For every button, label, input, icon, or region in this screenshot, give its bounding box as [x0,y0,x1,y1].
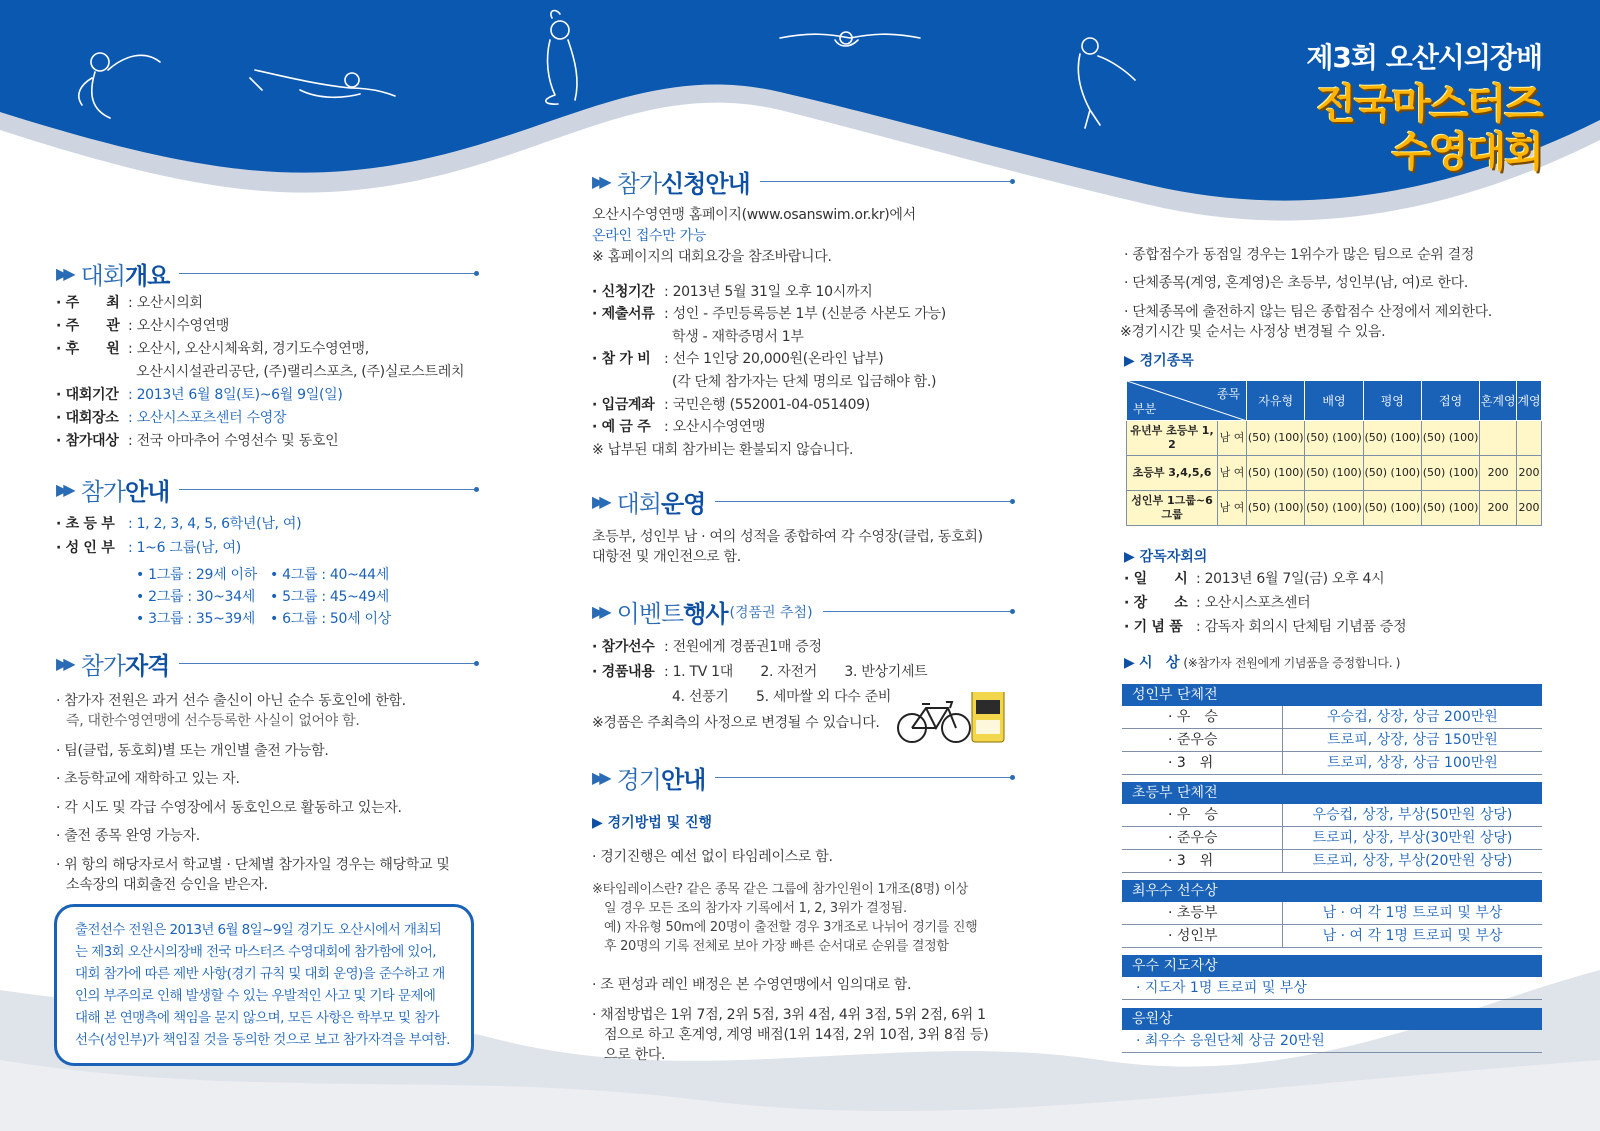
cheer-award-bar: 응원상 [1122,1008,1542,1030]
qualification-item: · 초등학교에 재학하고 있는 자. [56,771,240,787]
rule-line: · 종합점수가 동점일 경우는 1위수가 많은 팀으로 순위 결정 [1124,247,1475,263]
event-row: · 경품내용 : 1. TV 1대 2. 자전거 3. 반상기세트 [592,664,928,680]
operation-text: 초등부, 성인부 남 · 여의 성적을 종합하여 각 수영장(클럽, 동호회) [592,529,983,545]
rule-line: · 단체종목(계영, 혼계영)은 초등부, 성인부(남, 여)로 한다. [1124,275,1469,291]
table-header: 자유형 [1247,381,1305,421]
age-group: • 4그룹 : 40~44세 [270,567,389,583]
adult-division: · 성 인 부 : 1~6 그룹(남, 여) [56,540,241,556]
double-arrow-icon: ▶▶ [56,264,71,283]
table-header: 혼계영 [1480,381,1517,421]
qualification-item: · 각 시도 및 각급 수영장에서 동호인으로 활동하고 있는자. [56,800,402,816]
brochure-title [1306,36,1542,176]
overview-row: · 참가대상 : 전국 아마추어 수영선수 및 동호인 [56,433,339,449]
overview-row: · 주 최 : 오산시의회 [56,295,203,311]
coach-meeting-row: · 장 소 : 오산시스포츠센터 [1124,595,1311,611]
lane-assignment: · 조 편성과 레인 배정은 본 수영연맹에서 임의대로 함. [592,977,912,993]
qualification-item: 즉, 대한수영연맹에 선수등록한 사실이 없어야 함. [66,713,360,729]
best-player-bar: 최우수 선수상 [1122,880,1542,902]
application-website: 오산시수영연맹 홈페이지(www.osanswim.or.kr)에서 [592,207,916,223]
table-header: 평영 [1363,381,1421,421]
application-row: 학생 - 재학증명서 1부 [672,329,804,345]
rule-line: ※경기시간 및 순서는 사정상 변경될 수 있음. [1120,324,1386,340]
title-line-3: 수영대회 [1391,128,1542,176]
events-table-head: ▶ 경기종목 [1124,353,1194,369]
coach-award-bar: 우수 지도자상 [1122,955,1542,977]
scoring-method: · 채점방법은 1위 7점, 2위 5점, 3위 4점, 4위 3점, 5위 2점, 6위 1 [592,1007,986,1023]
overview-row: · 주 관 : 오산시수영연맹 [56,318,230,334]
coach-meeting-row: · 일 시 : 2013년 6월 7일(금) 오후 4시 [1124,571,1385,587]
overview-row: · 후 원 : 오산시, 오산시체육회, 경기도수영연맹, [56,341,369,357]
application-row: · 참 가 비 : 선수 1인당 20,000원(온라인 납부) [592,351,884,367]
rule-line: · 단체종목에 출전하지 않는 팀은 종합점수 산정에서 제외한다. [1124,304,1492,320]
division-cell: 성인부 1그룹~6그룹 남 여 [1127,491,1247,526]
age-group: • 2그룹 : 30~34세 [136,589,255,605]
qualification-item: · 참가자 전원은 과거 선수 출신이 아닌 순수 동호인에 한함. [56,693,406,709]
prize-change-note: ※경품은 주최측의 사정으로 변경될 수 있습니다. [592,715,880,731]
application-row: · 신청기간 : 2013년 5월 31일 오후 10시까지 [592,284,873,300]
section-qualification-head: ▶▶ 참가 자격 [56,646,476,681]
section-match-head: ▶▶ 경기 안내 [592,760,1012,795]
scoring-method: 점으로 하고 혼계영, 계영 배점(1위 14점, 2위 10점, 3위 8점 등) [604,1027,989,1043]
table-header: 계영 [1517,381,1542,421]
award-row: · 우 승 우승컵, 상장, 상금 200만원 [1122,706,1542,729]
award-row: · 3 위 트로피, 상장, 상금 100만원 [1122,752,1542,775]
application-row: (각 단체 참가자는 단체 명의로 입금해야 함.) [672,374,937,390]
time-race-note: 일 경우 모든 조의 참가자 기록에서 1, 2, 3위가 결정됨. [604,901,907,916]
event-row: · 참가선수 : 전원에게 경품권1매 증정 [592,639,822,655]
application-note: ※ 홈페이지의 대회요강을 참조바랍니다. [592,249,832,265]
application-row: · 예 금 주 : 오산시수영연맹 [592,419,766,435]
prize-images [896,692,1006,756]
table-header: 배영 [1305,381,1363,421]
table-row: 유년부 초등부 1, 2 남 여 (50) (100) (50) (100) (50) (100) (50) (100) [1127,421,1542,456]
title-line-2: 전국마스터즈 [1316,80,1542,128]
award-row: · 준우승 트로피, 상장, 상금 150만원 [1122,729,1542,752]
award-row: · 3 위 트로피, 상장, 부상(20만원 상당) [1122,850,1542,873]
time-race-note: ※타임레이스란? 같은 종목 같은 그룹에 참가인원이 1개조(8명) 이상 [592,882,968,897]
section-operation-head: ▶▶ 대회 운영 [592,484,1012,519]
table-header: 접영 [1421,381,1479,421]
age-group: • 6그룹 : 50세 이상 [270,611,391,627]
qualification-item: · 위 항의 해당자로서 학교별 · 단체별 참가자일 경우는 해당학교 및 [56,857,450,873]
award-row: · 성인부 남 · 여 각 1명 트로피 및 부상 [1122,925,1542,948]
elementary-division: · 초 등 부 : 1, 2, 3, 4, 5, 6학년(남, 여) [56,516,302,532]
award-row: · 준우승 트로피, 상장, 부상(30만원 상당) [1122,827,1542,850]
age-group: • 5그룹 : 45~49세 [270,589,389,605]
double-arrow-icon: ▶▶ [56,480,71,499]
double-arrow-icon: ▶▶ [592,172,607,191]
refund-note: ※ 납부된 대회 참가비는 환불되지 않습니다. [592,442,854,458]
double-arrow-icon: ▶▶ [592,602,607,621]
application-row: · 제출서류 : 성인 - 주민등록등본 1부 (신분증 사본도 가능) [592,306,946,322]
events-table [1126,380,1542,526]
award-row: · 지도자 1명 트로피 및 부상 [1122,977,1542,1000]
table-corner-cell: 종목 부분 [1127,381,1247,421]
match-method-head: ▶ 경기방법 및 진행 [592,815,713,831]
overview-row: 오산시시설관리공단, (주)랠리스포츠, (주)실로스트레치 [136,364,465,380]
bicycle-icon [896,692,1006,752]
consent-notice-box: 출전선수 전원은 2013년 6월 8일~9일 경기도 오산시에서 개최되 는 제3회 오산시의장배 전국 마스터즈 수영대회에 참가함에 있어, 대회 참가에 따른 제반 사항(경기 규칙 및 대회 운영)을 준수하고 개 인의 부주의로 인해 발생할 수 있는 우발적인 사고 및 기타 문제에 대해 본 연맹측에 책임을 묻지 않으며, 모든 사항은 학부모 및 참가 선수(성인부)가 책임질 것을 동의한 것으로 보고 참가자격을 부여함. [54,904,474,1066]
double-arrow-icon: ▶▶ [56,654,71,673]
double-arrow-icon: ▶▶ [592,492,607,511]
overview-row: · 대회장소 : 오산시스포츠센터 수영장 [56,410,287,426]
section-application-head: ▶▶ 참가 신청안내 [592,164,1012,199]
application-online-only: 온라인 접수만 가능 [592,228,707,244]
award-row: · 우 승 우승컵, 상장, 부상(50만원 상당) [1122,804,1542,827]
event-row: 4. 선풍기 5. 세마쌀 외 다수 준비 [672,689,892,705]
award-row: · 최우수 응원단체 상금 20만원 [1122,1030,1542,1053]
award-row: · 초등부 남 · 여 각 1명 트로피 및 부상 [1122,902,1542,925]
application-row: · 입금계좌 : 국민은행 (552001-04-051409) [592,397,870,413]
adult-team-bar: 성인부 단체전 [1122,684,1542,706]
table-header-row [1127,381,1542,421]
double-arrow-icon: ▶▶ [592,768,607,787]
section-overview-head: ▶▶ 대회 개요 [56,256,476,291]
coach-meeting-head: ▶ 감독자회의 [1124,549,1208,565]
match-time-race: · 경기진행은 예선 없이 타임레이스로 함. [592,849,833,865]
awards-head: ▶ 시 상 (※참가자 전원에게 기념품을 증정합니다. ) [1124,655,1401,671]
time-race-note: 후 20명의 기록 전체로 보아 가장 빠른 순서대로 순위를 결정함 [604,939,949,954]
scoring-method: 으로 한다. [604,1047,666,1063]
rice-bag-icon [972,692,1004,742]
section-event-head: ▶▶ 이벤트 행사 (경품권 추첨) [592,594,1012,629]
table-row: 초등부 3,4,5,6 남 여 (50) (100) (50) (100) (50) (100) (50) (100) 200 200 [1127,456,1542,491]
qualification-item: · 출전 종목 완영 가능자. [56,828,200,844]
age-group: • 3그룹 : 35~39세 [136,611,255,627]
title-line-1: 제3회 오산시의장배 [1306,41,1542,74]
qualification-item: · 팀(클럽, 동호회)별 또는 개인별 출전 가능함. [56,743,329,759]
division-cell: 유년부 초등부 1, 2 남 여 [1127,421,1247,456]
elementary-team-bar: 초등부 단체전 [1122,782,1542,804]
overview-row: · 대회기간 : 2013년 6월 8일(토)~6월 9일(일) [56,387,343,403]
table-row: 성인부 1그룹~6그룹 남 여 (50) (100) (50) (100) (50) (100) (50) (100) 200 200 [1127,491,1542,526]
division-cell: 초등부 3,4,5,6 남 여 [1127,456,1247,491]
section-participation-head: ▶▶ 참가 안내 [56,472,476,507]
coach-meeting-row: · 기 념 품 : 감독자 회의시 단체팀 기념품 증정 [1124,619,1407,635]
age-group: • 1그룹 : 29세 이하 [136,567,257,583]
operation-text: 대항전 및 개인전으로 함. [592,549,741,565]
qualification-item: 소속장의 대회출전 승인을 받은자. [66,877,268,893]
time-race-note: 예) 자유형 50m에 20명이 출전할 경우 3개조로 나뉘어 경기를 진행 [604,920,978,935]
